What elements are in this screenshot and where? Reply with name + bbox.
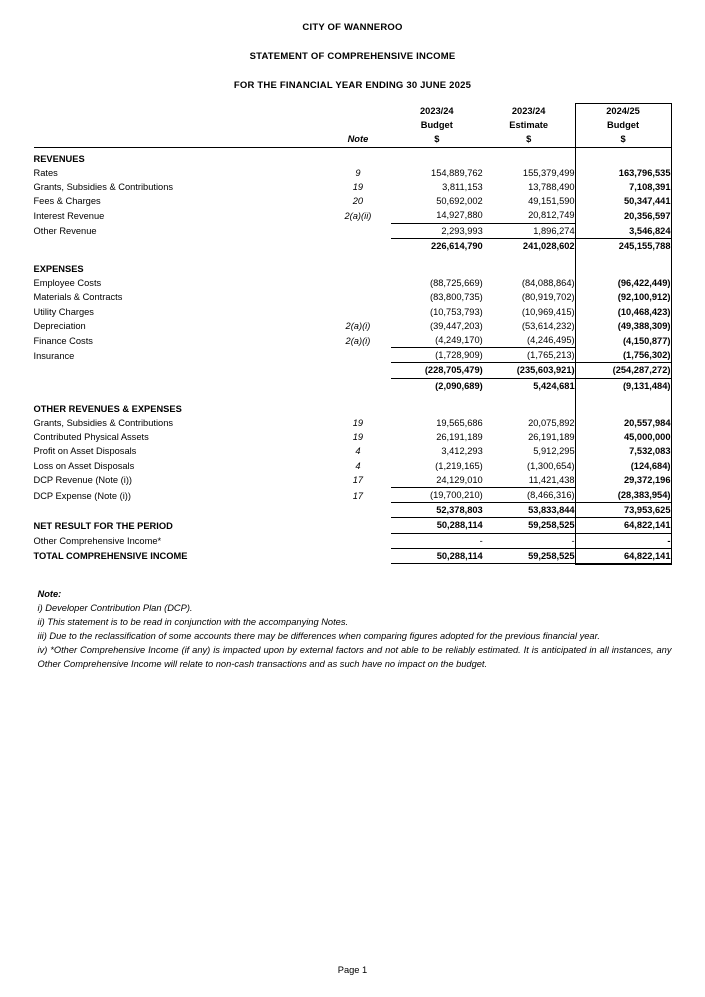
row-col3: 7,532,083 [575, 444, 671, 458]
section-heading-revenues: REVENUES [33, 153, 85, 164]
row-note: 17 [352, 475, 364, 486]
row-col3: (10,468,423) [575, 305, 671, 319]
total-comprehensive-col1: 50,288,114 [391, 548, 483, 563]
total-comprehensive-col2: 59,258,525 [483, 548, 575, 563]
blank [483, 262, 575, 276]
row-note [325, 276, 391, 290]
row-label: Interest Revenue [33, 210, 105, 221]
row-label: Grants, Subsidies & Contributions [33, 418, 174, 429]
header-col1-year: 2023/24 [419, 106, 454, 116]
table-row [34, 430, 672, 444]
net-result-col3: 64,822,141 [575, 518, 671, 533]
blank [325, 262, 391, 276]
header-blank-note-2 [325, 118, 391, 132]
net-result-col2: 59,258,525 [483, 518, 575, 533]
row-col2: 11,421,438 [528, 474, 575, 485]
row-label: Employee Costs [33, 278, 102, 289]
table-row [34, 180, 672, 194]
other-comprehensive-col2: - [483, 533, 575, 548]
row-note: 17 [352, 490, 364, 501]
row-col3: 20,356,597 [575, 208, 671, 223]
header-col2-unit: $ [483, 132, 575, 147]
row-note: 20 [352, 196, 364, 207]
blank [575, 262, 671, 276]
blank [325, 518, 391, 533]
blank [325, 533, 391, 548]
row-col2: 155,379,499 [522, 167, 575, 178]
blank [575, 402, 671, 416]
total-comprehensive-col3: 64,822,141 [575, 548, 671, 563]
row-note: 19 [352, 418, 364, 429]
row-note [325, 290, 391, 304]
header-col1-type: Budget [420, 120, 453, 131]
row-note: 19 [352, 182, 364, 193]
row-col2: 1,896,274 [483, 223, 575, 238]
note-item-iii: iii) Due to the reclassification of some accounts there may be differences when comparing figures adopted for the previous financial year. [37, 631, 600, 642]
blank [325, 152, 391, 166]
row-col1: (83,800,735) [430, 292, 483, 303]
row-note: 9 [355, 167, 361, 178]
note-item-ii: ii) This statement is to be read in conjunction with the accompanying Notes. [37, 617, 349, 628]
table-header-row-1 [34, 104, 672, 119]
header-blank [34, 104, 326, 119]
table-row [34, 473, 672, 488]
row-col2: 49,151,590 [528, 196, 575, 207]
table-row [34, 194, 672, 208]
row-col2: (1,300,654) [527, 460, 575, 471]
row-col1: (19,700,210) [391, 488, 483, 503]
page-title: CITY OF WANNEROO [302, 22, 403, 33]
total-col3: 73,953,625 [575, 503, 671, 518]
row-col1: 154,889,762 [431, 167, 483, 178]
blank [325, 503, 391, 518]
table-header-row-2 [34, 118, 672, 132]
row-note [325, 348, 391, 363]
row-col1: (88,725,669) [430, 278, 483, 289]
row-col2: (53,614,232) [521, 320, 575, 331]
row-col2: (1,765,213) [483, 348, 575, 363]
blank [325, 402, 391, 416]
blank [391, 402, 483, 416]
row-col3: 29,372,196 [575, 473, 671, 488]
row-col3: (28,383,954) [575, 488, 671, 503]
row-label: Materials & Contracts [33, 292, 123, 303]
net-result-col1: 50,288,114 [391, 518, 483, 533]
table-row [34, 416, 672, 430]
blank [325, 378, 391, 393]
table-row [34, 459, 672, 473]
blank [34, 363, 326, 378]
row-col2: 26,191,189 [528, 432, 575, 443]
blank [34, 503, 326, 518]
total-col2: 53,833,844 [483, 503, 575, 518]
statement-title: STATEMENT OF COMPREHENSIVE INCOME [249, 51, 456, 62]
row-col3: (124,684) [575, 459, 671, 473]
row-col3: (1,756,302) [575, 348, 671, 363]
blank [391, 262, 483, 276]
row-col2: 20,075,892 [528, 418, 575, 429]
table-row [34, 276, 672, 290]
blank [325, 564, 391, 565]
row-note [325, 223, 391, 238]
row-label: Profit on Asset Disposals [33, 446, 137, 457]
row-col3: 20,557,984 [575, 416, 671, 430]
total-comprehensive-row [34, 548, 672, 563]
total-col3: 245,155,788 [575, 238, 671, 253]
blank [391, 564, 483, 565]
total-col2: 241,028,602 [483, 238, 575, 253]
row-col3: 163,796,535 [575, 166, 671, 180]
row-note: 2(a)(ii) [344, 210, 372, 221]
header-col2-year: 2023/24 [511, 106, 546, 116]
row-col3: 3,546,824 [575, 223, 671, 238]
row-label: Fees & Charges [33, 196, 101, 207]
total-col1: 52,378,803 [391, 503, 483, 518]
row-label: Depreciation [33, 320, 86, 331]
row-note: 4 [355, 446, 361, 457]
total-col1: 226,614,790 [391, 238, 483, 253]
row-col1: 3,412,293 [441, 446, 483, 457]
subtotal-col2: 5,424,681 [483, 378, 575, 393]
section-heading-expenses-row [34, 262, 672, 276]
row-label: Finance Costs [33, 335, 93, 346]
blank [34, 378, 326, 393]
blank [575, 564, 671, 565]
section-total-expenses [34, 363, 672, 378]
row-col1: (1,728,909) [391, 348, 483, 363]
header-blank-2 [34, 118, 326, 132]
table-header-row-3 [34, 132, 672, 147]
header-blank-note [325, 104, 391, 119]
other-comprehensive-row [34, 533, 672, 548]
row-col2: (10,969,415) [521, 306, 575, 317]
row-note: 2(a)(i) [345, 335, 371, 346]
table-bottom-rule-row [34, 564, 672, 565]
row-label: Grants, Subsidies & Contributions [33, 182, 174, 193]
row-note: 4 [355, 460, 361, 471]
comprehensive-income-table [34, 103, 672, 565]
row-col1: 26,191,189 [436, 432, 483, 443]
row-col2: (84,088,864) [521, 278, 575, 289]
other-comprehensive-col1: - [391, 533, 483, 548]
row-col3: (4,150,877) [575, 333, 671, 348]
table-row [34, 166, 672, 180]
blank [483, 402, 575, 416]
row-label: Contributed Physical Assets [33, 432, 149, 443]
row-col1: (4,249,170) [435, 335, 483, 346]
blank [575, 152, 671, 166]
row-col3: (92,100,912) [575, 290, 671, 304]
total-col3: (254,287,272) [575, 363, 671, 378]
table-row [34, 488, 672, 503]
row-col1: 24,129,010 [436, 474, 483, 485]
section-total-revenues [34, 238, 672, 253]
net-result-label: NET RESULT FOR THE PERIOD [33, 520, 173, 531]
row-label: Insurance [33, 350, 75, 361]
row-col2: (4,246,495) [527, 335, 575, 346]
spacer-row [34, 393, 672, 402]
blank [483, 152, 575, 166]
total-col1: (228,705,479) [391, 363, 483, 378]
subtotal-col3: (9,131,484) [575, 378, 671, 393]
header-col3-year: 2024/25 [575, 104, 671, 119]
row-col3: 7,108,391 [575, 180, 671, 194]
header-note-label: Note [325, 132, 391, 147]
row-label: DCP Revenue (Note (i)) [33, 475, 133, 486]
blank [325, 363, 391, 378]
total-comprehensive-label: TOTAL COMPREHENSIVE INCOME [33, 551, 188, 562]
section-total-other [34, 503, 672, 518]
table-row [34, 319, 672, 333]
blank [483, 564, 575, 565]
note-item-i: i) Developer Contribution Plan (DCP). [37, 603, 193, 614]
page-footer: Page 1 [337, 965, 368, 975]
row-col3: (96,422,449) [575, 276, 671, 290]
row-col2: 13,788,490 [528, 182, 575, 193]
row-col2: (80,919,702) [521, 292, 575, 303]
row-col3: 45,000,000 [575, 430, 671, 444]
table-row [34, 208, 672, 223]
subtotal-operating-result [34, 378, 672, 393]
row-note: 2(a)(i) [345, 320, 371, 331]
period-title: FOR THE FINANCIAL YEAR ENDING 30 JUNE 2025 [233, 80, 472, 91]
note-item-iv: iv) *Other Comprehensive Income (if any) is impacted upon by external factors and not able to be reliably estimated. It is anticipated in all instances, any Other Comprehensive Income will relate to non-cash transactions and as such have no impact on the budget. [37, 645, 672, 670]
notes-heading: Note: [37, 589, 62, 600]
row-col2: 5,912,295 [533, 446, 575, 457]
row-col3: 50,347,441 [575, 194, 671, 208]
table-row [34, 348, 672, 363]
table-row [34, 305, 672, 319]
row-note: 19 [352, 432, 364, 443]
notes-block [34, 587, 672, 671]
row-col1: (1,219,165) [435, 460, 483, 471]
document-titles [0, 0, 705, 91]
section-heading-revenues-row [34, 152, 672, 166]
row-note [325, 305, 391, 319]
other-comprehensive-col3: - [575, 533, 671, 548]
header-col1-unit: $ [391, 132, 483, 147]
header-col3-type: Budget [575, 118, 671, 132]
row-label: Other Revenue [33, 226, 97, 237]
table-row [34, 223, 672, 238]
blank [325, 548, 391, 563]
row-col1: 2,293,993 [391, 223, 483, 238]
row-col2: (8,466,316) [483, 488, 575, 503]
section-heading-other-row [34, 402, 672, 416]
blank [325, 238, 391, 253]
section-heading-expenses: EXPENSES [33, 264, 84, 275]
row-label: Utility Charges [33, 306, 94, 317]
header-col3-unit: $ [575, 132, 671, 147]
row-label: Loss on Asset Disposals [33, 460, 135, 471]
row-col1: (39,447,203) [430, 320, 483, 331]
row-col1: 50,692,002 [436, 196, 483, 207]
row-col1: 19,565,686 [436, 418, 483, 429]
table-row [34, 290, 672, 304]
subtotal-col1: (2,090,689) [391, 378, 483, 393]
blank [391, 152, 483, 166]
table-row [34, 444, 672, 458]
header-col2-type: Estimate [509, 120, 549, 131]
row-label: DCP Expense (Note (i)) [33, 490, 131, 501]
net-result-row [34, 518, 672, 533]
section-heading-other: OTHER REVENUES & EXPENSES [33, 403, 182, 414]
header-blank-3 [34, 132, 326, 147]
row-col3: (49,388,309) [575, 319, 671, 333]
spacer-row [34, 253, 672, 262]
row-col1: 3,811,153 [442, 182, 483, 193]
table-row [34, 333, 672, 348]
blank [34, 564, 326, 565]
total-col2: (235,603,921) [483, 363, 575, 378]
row-label: Rates [33, 167, 58, 178]
row-col2: 20,812,749 [528, 210, 575, 221]
blank [34, 238, 326, 253]
other-comprehensive-label: Other Comprehensive Income* [33, 536, 162, 547]
row-col1: (10,753,793) [430, 306, 483, 317]
row-col1: 14,927,880 [436, 210, 483, 221]
